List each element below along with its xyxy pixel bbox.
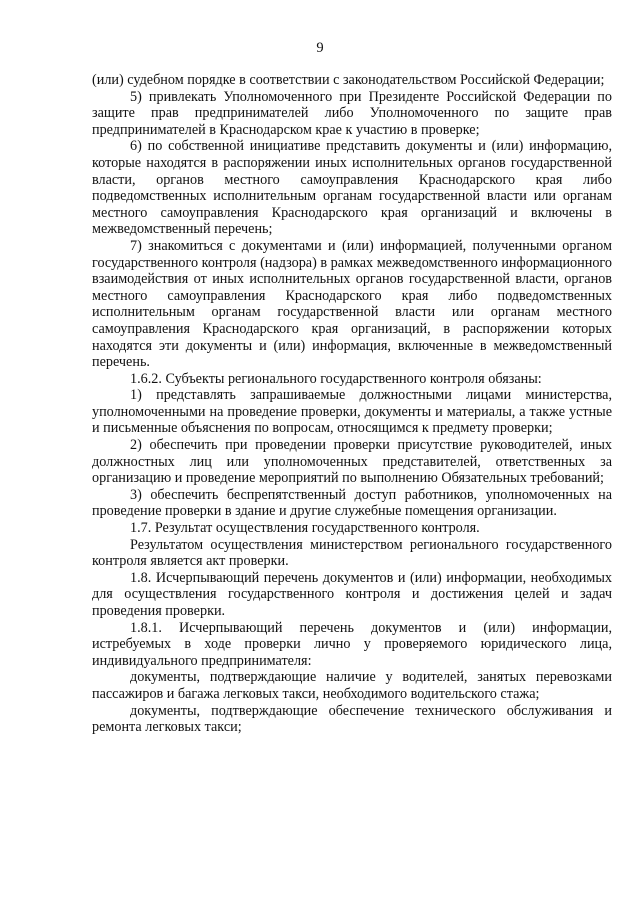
paragraph: 5) привлекать Уполномоченного при Президенте Российской Федерации по защите прав предпринимателей либо Уполномоченного по защите прав предпринимателей в Краснодарском крае к участию в проверке; [92,88,612,138]
paragraph: 1.6.2. Субъекты регионального государственного контроля обязаны: [130,370,542,387]
paragraph: документы, подтверждающие наличие у водителей, занятых перевозками пассажиров и багажа легковых такси, необходимого водительского стажа; [92,669,612,702]
paragraph: 1) представлять запрашиваемые должностными лицами министерства, уполномоченными на проведение проверки, документы и материалы, а также устные и письменные объяснения по вопросам, относящимся к предмету проверки; [92,387,612,437]
paragraph: (или) судебном порядке в соответствии с законодательством Российской Федерации; [92,72,605,88]
paragraph: 1.7. Результат осуществления государственного контроля. [130,520,480,537]
paragraph: 1.8. Исчерпывающий перечень документов и (или) информации, необходимых для осуществления государственного контроля и достижения целей и задач проведения проверки. [92,569,612,619]
paragraph: Результатом осуществления министерством регионального государственного контроля является акт проверки. [92,536,612,570]
page-number: 9 [316,40,324,56]
paragraph: 7) знакомиться с документами и (или) информацией, полученными органом государственного контроля (надзора) в рамках межведомственного информационного взаимодействия от иных исполнительных органов государственной власти, органов местного самоуправления Краснодарского края либо подведомственных исполнительным органам государственной власти или органам местного самоуправления Краснодарского края организаций, в распоряжении которых находятся эти документы и (или) информация, включенные в межведомственный перечень. [92,237,612,371]
paragraph: 3) обеспечить беспрепятственный доступ работников, уполномоченных на проведение проверки в здание и другие служебные помещения организации. [92,486,612,520]
document-body [92,72,612,736]
paragraph: 2) обеспечить при проведении проверки присутствие руководителей, иных должностных лиц или уполномоченных представителей, ответственных за организацию и проведение мероприятий по выполнению Обязательных требований; [92,437,612,487]
paragraph: 1.8.1. Исчерпывающий перечень документов и (или) информации, истребуемых в ходе проверки лично у проверяемого юридического лица, индивидуального предпринимателя: [92,619,612,669]
paragraph: документы, подтверждающие обеспечение технического обслуживания и ремонта легковых такси; [92,702,612,736]
paragraph: 6) по собственной инициативе представить документы и (или) информацию, которые находятся в распоряжении иных исполнительных органов государственной власти, органов местного самоуправления Краснодарского края либо подведомственных исполнительным органам государственной власти или органам местного самоуправления Краснодарского края организаций и включены в межведомственный перечень; [92,138,612,238]
